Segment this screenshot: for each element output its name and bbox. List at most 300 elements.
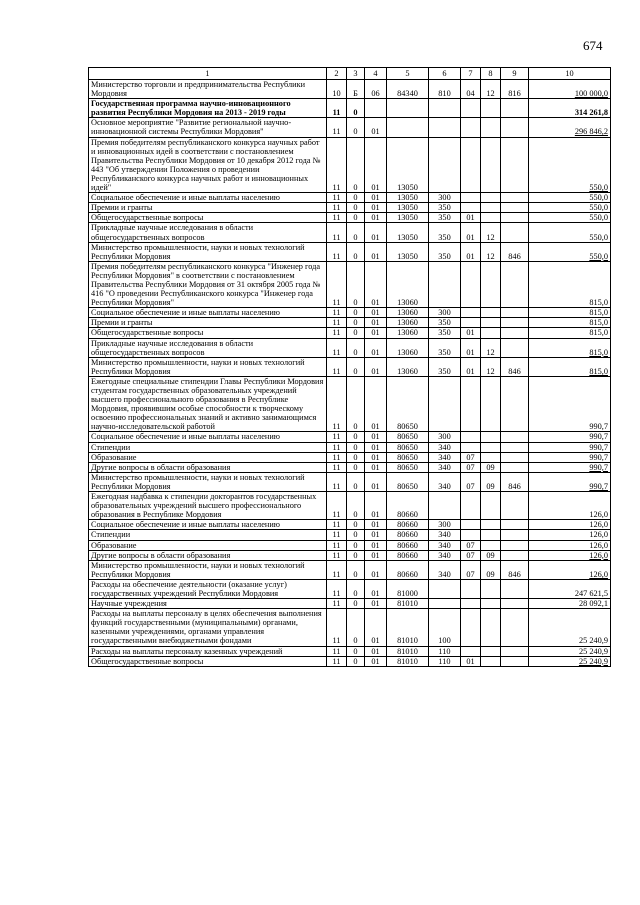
code-subprogram: 0: [347, 99, 365, 118]
code-ministry: [501, 338, 529, 357]
code-direction: 13050: [387, 213, 429, 223]
row-name: Общегосударственные вопросы: [89, 328, 327, 338]
code-expense-type: 350: [429, 318, 461, 328]
code-section: 07: [461, 560, 481, 579]
table-row: [89, 462, 611, 472]
row-amount: 126,0: [529, 540, 611, 550]
code-subsection: 12: [481, 223, 501, 242]
column-header: 4: [365, 68, 387, 80]
code-direction: 80650: [387, 442, 429, 452]
code-event: 01: [365, 261, 387, 307]
code-direction: 80650: [387, 472, 429, 491]
code-subsection: 09: [481, 472, 501, 491]
code-subprogram: 0: [347, 462, 365, 472]
column-header: 5: [387, 68, 429, 80]
code-expense-type: 340: [429, 452, 461, 462]
code-subsection: 09: [481, 560, 501, 579]
code-subprogram: 0: [347, 328, 365, 338]
code-program: 11: [327, 599, 347, 609]
code-expense-type: 300: [429, 193, 461, 203]
row-amount: 100 000,0: [529, 80, 611, 99]
row-amount: 126,0: [529, 530, 611, 540]
code-section: [461, 308, 481, 318]
code-section: [461, 432, 481, 442]
code-program: 10: [327, 80, 347, 99]
table-row: [89, 223, 611, 242]
code-event: 01: [365, 213, 387, 223]
code-ministry: [501, 118, 529, 137]
code-subsection: [481, 328, 501, 338]
row-name: Министерство промышленности, науки и новых технологий Республики Мордовия: [89, 560, 327, 579]
code-event: 01: [365, 560, 387, 579]
code-program: 11: [327, 609, 347, 646]
code-expense-type: 110: [429, 646, 461, 656]
row-name: Образование: [89, 540, 327, 550]
column-header: 1: [89, 68, 327, 80]
row-name: Премии и гранты: [89, 318, 327, 328]
column-header: 10: [529, 68, 611, 80]
code-direction: 84340: [387, 80, 429, 99]
code-subprogram: 0: [347, 472, 365, 491]
code-subsection: [481, 599, 501, 609]
code-direction: 80660: [387, 492, 429, 520]
code-subsection: [481, 579, 501, 598]
code-event: 01: [365, 328, 387, 338]
code-ministry: [501, 452, 529, 462]
code-program: 11: [327, 318, 347, 328]
code-section: [461, 203, 481, 213]
code-section: [461, 579, 481, 598]
code-expense-type: 350: [429, 223, 461, 242]
code-subprogram: 0: [347, 357, 365, 376]
code-direction: [387, 99, 429, 118]
code-program: 11: [327, 213, 347, 223]
table-row: [89, 540, 611, 550]
code-subprogram: 0: [347, 599, 365, 609]
column-header: 8: [481, 68, 501, 80]
code-ministry: [501, 609, 529, 646]
table-row: [89, 137, 611, 193]
row-name: Министерство промышленности, науки и новых технологий Республики Мордовия: [89, 472, 327, 491]
code-program: 11: [327, 328, 347, 338]
code-direction: 80660: [387, 540, 429, 550]
row-amount: 550,0: [529, 203, 611, 213]
code-subprogram: 0: [347, 203, 365, 213]
code-program: 11: [327, 472, 347, 491]
code-event: 01: [365, 357, 387, 376]
table-row: [89, 193, 611, 203]
row-amount: 550,0: [529, 193, 611, 203]
code-expense-type: 350: [429, 213, 461, 223]
row-amount: 314 261,8: [529, 99, 611, 118]
row-amount: 126,0: [529, 560, 611, 579]
code-ministry: 846: [501, 472, 529, 491]
row-amount: 25 240,9: [529, 656, 611, 666]
budget-table: [88, 67, 611, 667]
code-program: 11: [327, 338, 347, 357]
code-subprogram: 0: [347, 376, 365, 432]
row-name: Прикладные научные исследования в области общегосударственных вопросов: [89, 338, 327, 357]
code-section: [461, 609, 481, 646]
code-direction: 13060: [387, 308, 429, 318]
table-row: [89, 656, 611, 666]
code-expense-type: 340: [429, 540, 461, 550]
code-section: 01: [461, 328, 481, 338]
table-row: [89, 432, 611, 442]
code-subsection: 12: [481, 242, 501, 261]
code-program: 11: [327, 520, 347, 530]
code-expense-type: [429, 492, 461, 520]
table-row: [89, 452, 611, 462]
code-section: 07: [461, 462, 481, 472]
code-expense-type: 340: [429, 560, 461, 579]
row-amount: 550,0: [529, 213, 611, 223]
code-ministry: 816: [501, 80, 529, 99]
code-subprogram: 0: [347, 492, 365, 520]
code-expense-type: 300: [429, 432, 461, 442]
code-program: 11: [327, 118, 347, 137]
code-subsection: 12: [481, 357, 501, 376]
row-amount: 28 092,1: [529, 599, 611, 609]
code-ministry: [501, 646, 529, 656]
row-amount: 990,7: [529, 452, 611, 462]
code-expense-type: [429, 118, 461, 137]
code-subprogram: 0: [347, 318, 365, 328]
code-subprogram: 0: [347, 193, 365, 203]
code-section: [461, 118, 481, 137]
table-row: [89, 308, 611, 318]
code-expense-type: 340: [429, 462, 461, 472]
code-subprogram: 0: [347, 646, 365, 656]
code-subprogram: 0: [347, 338, 365, 357]
code-event: 01: [365, 579, 387, 598]
code-direction: 81010: [387, 656, 429, 666]
code-ministry: [501, 99, 529, 118]
code-event: 01: [365, 472, 387, 491]
table-row: [89, 599, 611, 609]
table-row: [89, 376, 611, 432]
code-direction: 80650: [387, 432, 429, 442]
table-row: [89, 560, 611, 579]
table-row: [89, 609, 611, 646]
code-section: 01: [461, 357, 481, 376]
table-row: [89, 530, 611, 540]
code-subsection: [481, 656, 501, 666]
row-name: Министерство промышленности, науки и новых технологий Республики Мордовия: [89, 357, 327, 376]
row-amount: 550,0: [529, 137, 611, 193]
row-name: Расходы на выплаты персоналу в целях обеспечения выполнения функций государственными (муниципальными) органами, казенными учреждениями, органами управления государственными внебюджетными фондами: [89, 609, 327, 646]
code-subsection: 12: [481, 338, 501, 357]
code-event: 01: [365, 452, 387, 462]
code-subsection: [481, 261, 501, 307]
code-subsection: [481, 452, 501, 462]
table-row: [89, 550, 611, 560]
code-event: 01: [365, 656, 387, 666]
row-name: Ежегодная надбавка к стипендии докторантов государственных образовательных учреждений высшего профессионального образования в Республике Мордовия: [89, 492, 327, 520]
code-program: 11: [327, 376, 347, 432]
table-row: [89, 472, 611, 491]
table-row: [89, 338, 611, 357]
code-direction: 13050: [387, 137, 429, 193]
code-event: 01: [365, 137, 387, 193]
row-name: Социальное обеспечение и иные выплаты населению: [89, 308, 327, 318]
code-ministry: [501, 492, 529, 520]
code-ministry: 846: [501, 560, 529, 579]
code-ministry: [501, 376, 529, 432]
code-direction: 13050: [387, 193, 429, 203]
code-direction: 80650: [387, 452, 429, 462]
code-direction: 13050: [387, 242, 429, 261]
column-header: 2: [327, 68, 347, 80]
code-ministry: [501, 203, 529, 213]
code-subprogram: 0: [347, 579, 365, 598]
row-amount: 815,0: [529, 328, 611, 338]
table-row: [89, 492, 611, 520]
code-event: 01: [365, 550, 387, 560]
code-direction: 80660: [387, 520, 429, 530]
code-direction: [387, 118, 429, 137]
code-event: 01: [365, 318, 387, 328]
code-program: 11: [327, 452, 347, 462]
row-amount: 990,7: [529, 472, 611, 491]
row-amount: 25 240,9: [529, 646, 611, 656]
code-subsection: [481, 318, 501, 328]
code-subprogram: 0: [347, 520, 365, 530]
code-expense-type: 300: [429, 308, 461, 318]
code-subprogram: Б: [347, 80, 365, 99]
code-section: 01: [461, 213, 481, 223]
code-ministry: [501, 318, 529, 328]
code-subprogram: 0: [347, 656, 365, 666]
code-expense-type: [429, 99, 461, 118]
code-section: 07: [461, 550, 481, 560]
code-section: [461, 99, 481, 118]
code-expense-type: 350: [429, 203, 461, 213]
code-subprogram: 0: [347, 530, 365, 540]
code-event: 01: [365, 308, 387, 318]
table-row: [89, 261, 611, 307]
table-row: [89, 646, 611, 656]
code-event: 01: [365, 223, 387, 242]
row-name: Премия победителям республиканского конкурса "Инженер года Республики Мордовия" в соответствии с постановлением Правительства Республики Мордовия от 31 октября 2005 года № 416 "О проведении Республиканского конкурса "Инженер года Республики Мордовия": [89, 261, 327, 307]
code-program: 11: [327, 357, 347, 376]
row-name: Премия победителям республиканского конкурса научных работ и инновационных идей в соответствии с постановлением Правительства Республики Мордовия от 10 декабря 2012 года № 443 "Об утверждении Положения о проведении Республиканского конкурса научных работ и инновационных идей": [89, 137, 327, 193]
code-section: [461, 530, 481, 540]
row-amount: 25 240,9: [529, 609, 611, 646]
code-ministry: [501, 550, 529, 560]
row-name: Прикладные научные исследования в области общегосударственных вопросов: [89, 223, 327, 242]
code-program: 11: [327, 99, 347, 118]
code-subprogram: 0: [347, 560, 365, 579]
code-ministry: [501, 599, 529, 609]
code-program: 11: [327, 462, 347, 472]
code-section: [461, 137, 481, 193]
code-ministry: [501, 223, 529, 242]
table-row: [89, 318, 611, 328]
row-amount: 247 621,5: [529, 579, 611, 598]
code-section: [461, 646, 481, 656]
table-row: [89, 80, 611, 99]
code-section: 04: [461, 80, 481, 99]
code-event: 01: [365, 442, 387, 452]
code-event: 01: [365, 432, 387, 442]
code-section: [461, 492, 481, 520]
code-section: [461, 442, 481, 452]
code-ministry: [501, 530, 529, 540]
code-ministry: 846: [501, 242, 529, 261]
code-subprogram: 0: [347, 452, 365, 462]
row-name: Общегосударственные вопросы: [89, 656, 327, 666]
code-expense-type: [429, 599, 461, 609]
code-subsection: [481, 540, 501, 550]
code-direction: 13060: [387, 357, 429, 376]
row-amount: 126,0: [529, 492, 611, 520]
table-row: [89, 213, 611, 223]
code-direction: 81000: [387, 579, 429, 598]
code-section: 01: [461, 223, 481, 242]
code-program: 11: [327, 442, 347, 452]
code-direction: 13060: [387, 328, 429, 338]
code-direction: 13050: [387, 203, 429, 213]
code-program: 11: [327, 530, 347, 540]
code-expense-type: 340: [429, 442, 461, 452]
code-program: 11: [327, 646, 347, 656]
row-name: Ежегодные специальные стипендии Главы Республики Мордовия студентам государственных образовательных учреждений высшего профессионального образования в Республике Мордовия, проявившим особые способности к творческому освоению профессиональных знаний и активно занимающимся научно-исследовательской работой: [89, 376, 327, 432]
code-event: 01: [365, 242, 387, 261]
code-section: 01: [461, 338, 481, 357]
column-header: 7: [461, 68, 481, 80]
row-name: Основное мероприятие "Развитие региональной научно-инновационной системы Республики Мордовия": [89, 118, 327, 137]
code-event: 01: [365, 338, 387, 357]
code-program: 11: [327, 579, 347, 598]
code-section: [461, 261, 481, 307]
code-event: 06: [365, 80, 387, 99]
row-name: Расходы на выплаты персоналу казенных учреждений: [89, 646, 327, 656]
code-event: 01: [365, 118, 387, 137]
code-subsection: [481, 308, 501, 318]
column-header: 6: [429, 68, 461, 80]
code-subsection: [481, 492, 501, 520]
code-program: 11: [327, 540, 347, 550]
code-direction: 81010: [387, 599, 429, 609]
code-direction: 80650: [387, 376, 429, 432]
table-row: [89, 118, 611, 137]
code-ministry: [501, 432, 529, 442]
code-subsection: [481, 137, 501, 193]
code-program: 11: [327, 203, 347, 213]
code-subprogram: 0: [347, 308, 365, 318]
code-program: 11: [327, 550, 347, 560]
code-section: [461, 599, 481, 609]
code-expense-type: 340: [429, 530, 461, 540]
code-expense-type: [429, 137, 461, 193]
code-section: [461, 193, 481, 203]
code-ministry: [501, 442, 529, 452]
row-amount: 550,0: [529, 223, 611, 242]
code-event: 01: [365, 530, 387, 540]
table-row: [89, 328, 611, 338]
table-row: [89, 442, 611, 452]
code-subsection: [481, 432, 501, 442]
code-program: 11: [327, 261, 347, 307]
code-event: 01: [365, 646, 387, 656]
code-subsection: [481, 530, 501, 540]
row-name: Образование: [89, 452, 327, 462]
row-amount: 815,0: [529, 308, 611, 318]
code-program: 11: [327, 432, 347, 442]
code-subprogram: 0: [347, 261, 365, 307]
table-row: [89, 242, 611, 261]
code-subprogram: 0: [347, 242, 365, 261]
code-event: 01: [365, 492, 387, 520]
code-event: 01: [365, 376, 387, 432]
row-name: Научные учреждения: [89, 599, 327, 609]
code-subsection: [481, 520, 501, 530]
code-subsection: 12: [481, 80, 501, 99]
row-amount: 126,0: [529, 550, 611, 560]
code-direction: 13060: [387, 318, 429, 328]
code-event: 01: [365, 540, 387, 550]
code-ministry: [501, 656, 529, 666]
code-direction: 80650: [387, 462, 429, 472]
code-subprogram: 0: [347, 442, 365, 452]
code-expense-type: 810: [429, 80, 461, 99]
code-section: 07: [461, 540, 481, 550]
code-direction: 13060: [387, 261, 429, 307]
table-row: [89, 99, 611, 118]
code-ministry: [501, 540, 529, 550]
row-name: Стипендии: [89, 442, 327, 452]
code-subsection: [481, 646, 501, 656]
row-amount: 990,7: [529, 376, 611, 432]
code-direction: 80660: [387, 550, 429, 560]
row-amount: 815,0: [529, 357, 611, 376]
code-expense-type: [429, 376, 461, 432]
code-event: 01: [365, 599, 387, 609]
code-expense-type: [429, 261, 461, 307]
code-expense-type: [429, 579, 461, 598]
row-name: Премии и гранты: [89, 203, 327, 213]
code-ministry: [501, 462, 529, 472]
code-program: 11: [327, 560, 347, 579]
code-subsection: [481, 376, 501, 432]
code-program: 11: [327, 137, 347, 193]
code-subsection: [481, 609, 501, 646]
row-amount: 296 846,2: [529, 118, 611, 137]
column-header: 3: [347, 68, 365, 80]
code-ministry: [501, 193, 529, 203]
row-name: Социальное обеспечение и иные выплаты населению: [89, 193, 327, 203]
row-amount: 990,7: [529, 442, 611, 452]
row-amount: 815,0: [529, 318, 611, 328]
row-name: Расходы на обеспечение деятельности (оказание услуг) государственных учреждений Республики Мордовия: [89, 579, 327, 598]
code-ministry: [501, 137, 529, 193]
row-amount: 126,0: [529, 520, 611, 530]
code-direction: 81010: [387, 646, 429, 656]
code-expense-type: 350: [429, 242, 461, 261]
code-subsection: [481, 99, 501, 118]
row-name: Социальное обеспечение и иные выплаты населению: [89, 520, 327, 530]
code-ministry: [501, 520, 529, 530]
code-expense-type: 340: [429, 472, 461, 491]
code-event: 01: [365, 462, 387, 472]
code-subprogram: 0: [347, 609, 365, 646]
code-event: 01: [365, 203, 387, 213]
code-program: 11: [327, 308, 347, 318]
code-expense-type: 350: [429, 328, 461, 338]
code-direction: 81010: [387, 609, 429, 646]
row-name: Государственная программа научно-инновационного развития Республики Мордовия на 2013 - 2019 годы: [89, 99, 327, 118]
